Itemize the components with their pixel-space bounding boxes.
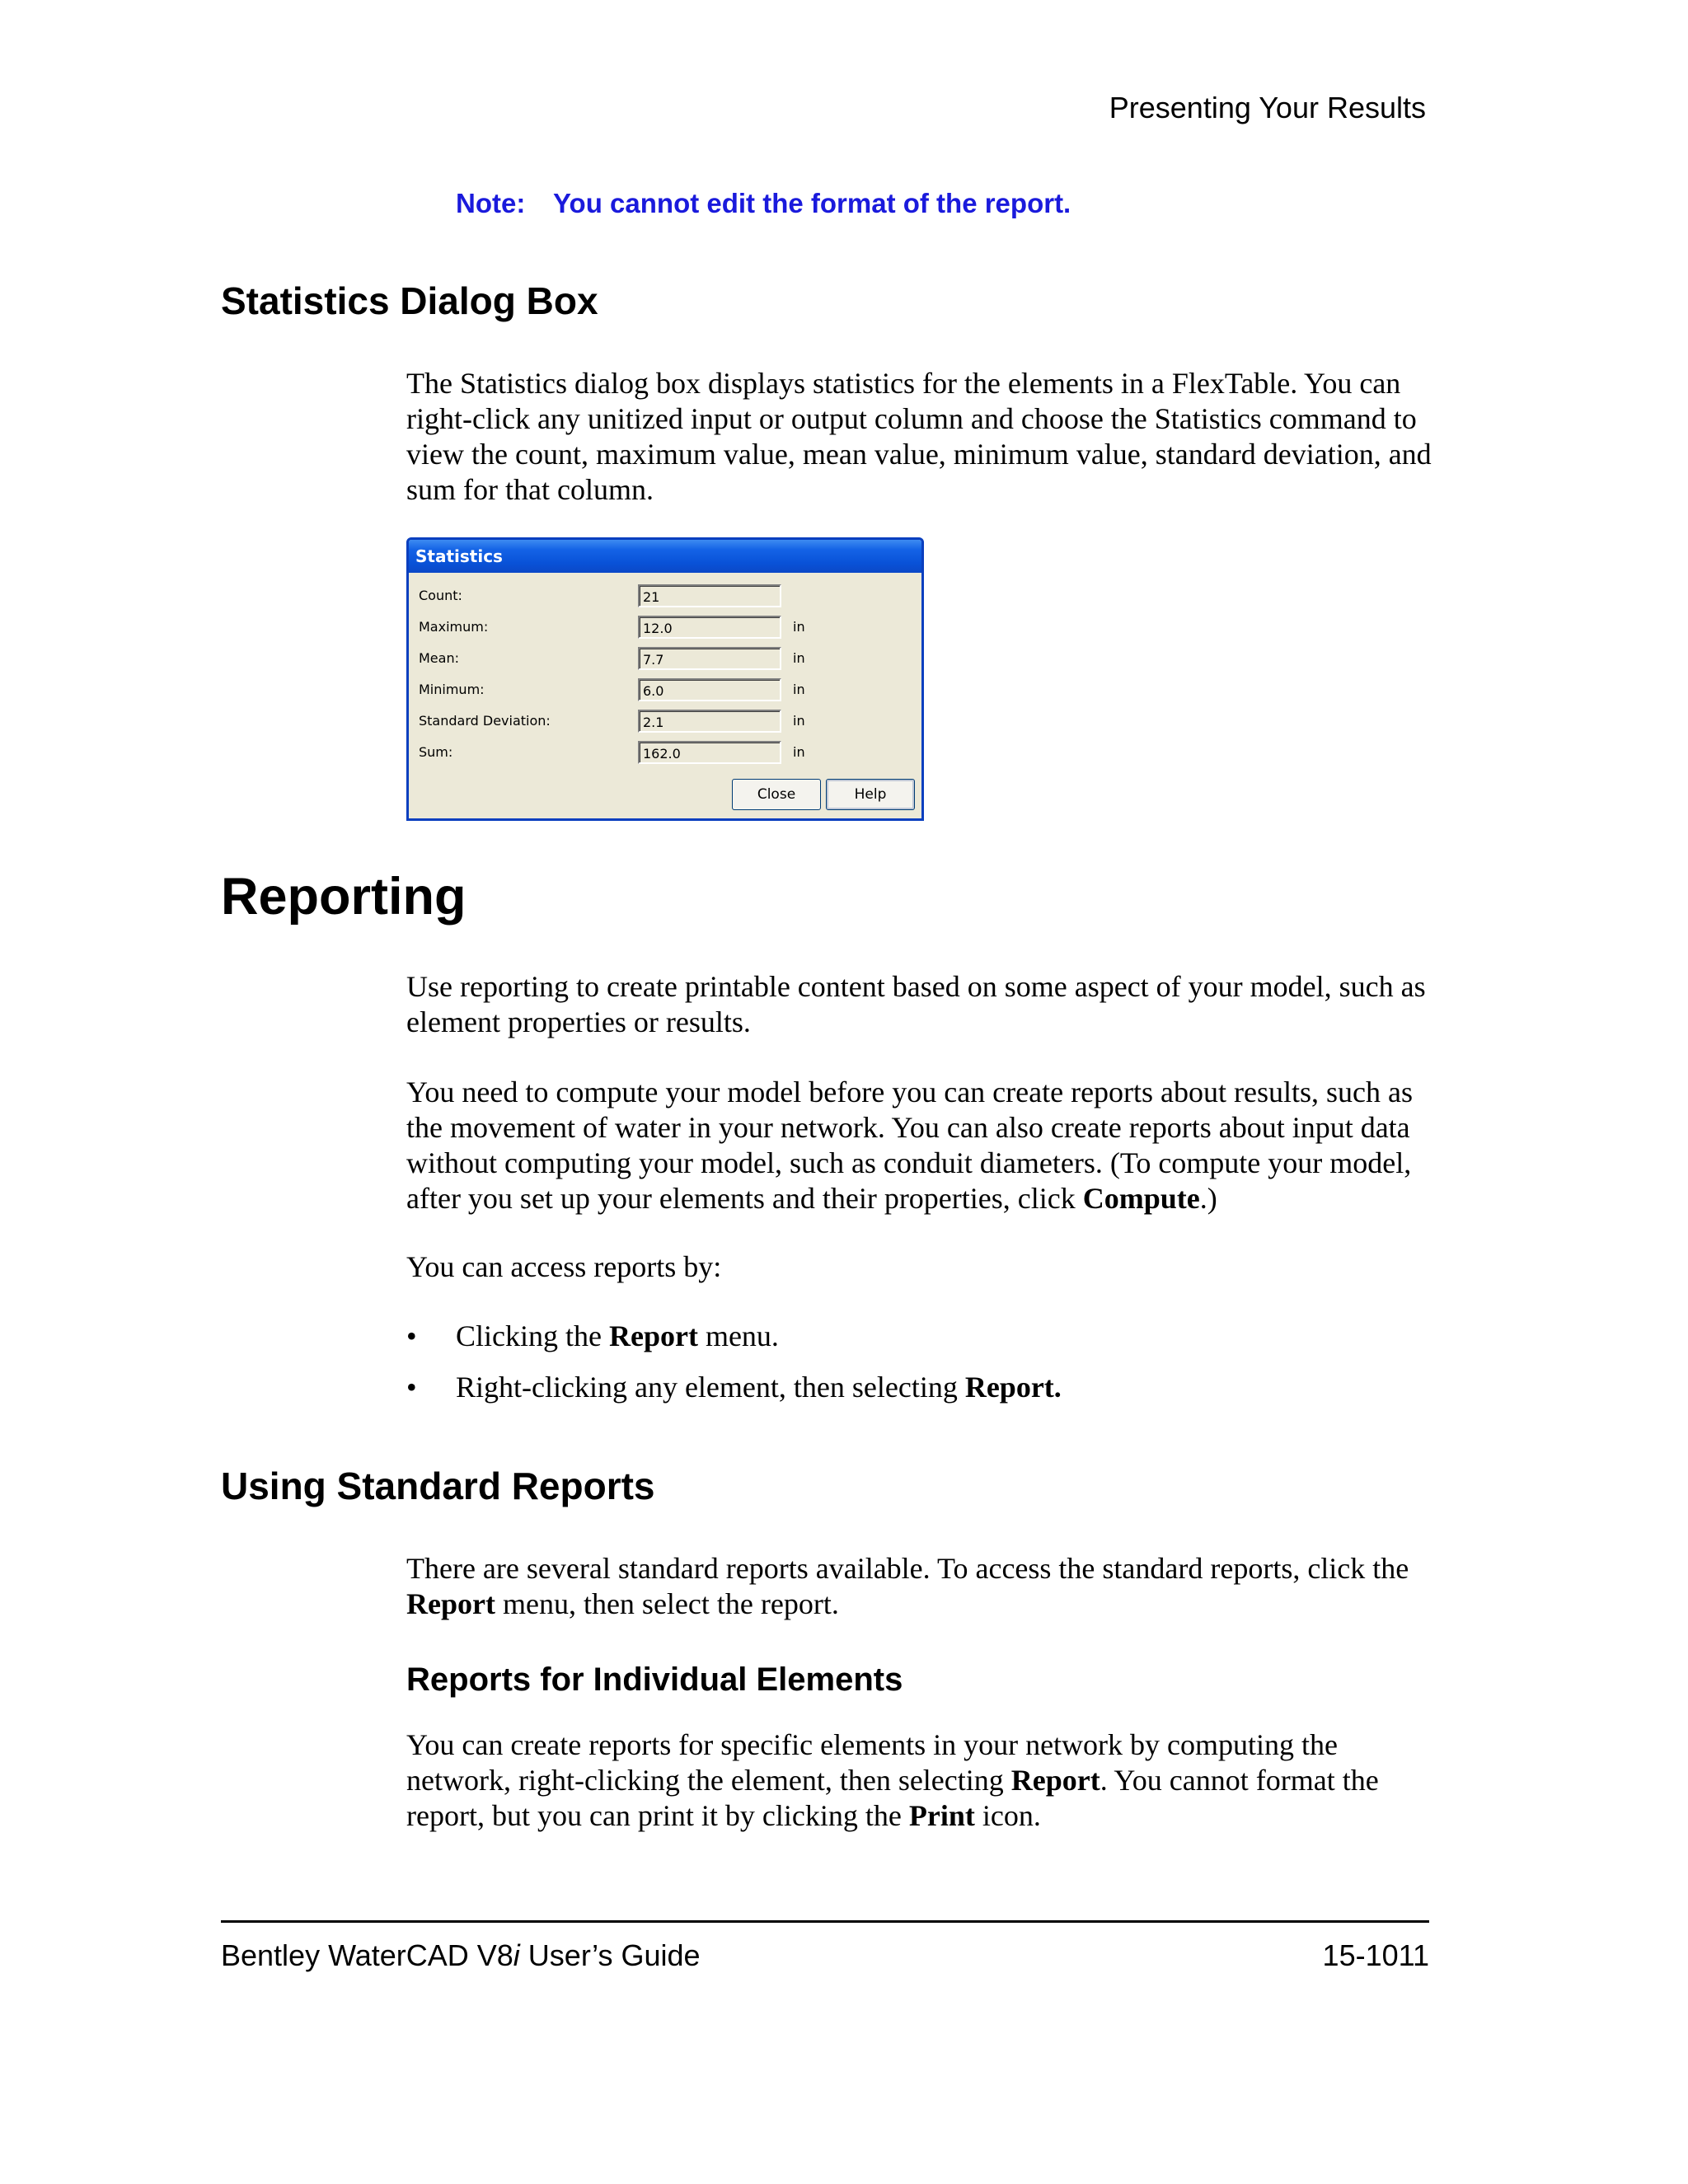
compute-term: Compute [1082,1182,1200,1215]
text-span: menu, then select the report. [495,1587,839,1620]
note-label: Note: [456,188,526,218]
reporting-paragraph-1: Use reporting to create printable content based on some aspect of your model, such as element properties or results. [406,970,1426,1038]
bullet-text [456,1370,1062,1405]
running-header: Presenting Your Results [1109,91,1426,124]
stat-row-maximum [409,616,921,644]
minimum-field[interactable]: 6.0 [638,678,781,701]
report-term: Report [1010,1764,1100,1797]
sum-field[interactable]: 162.0 [638,741,781,764]
text-span: . You cannot format the report, but you can print it by clicking the [406,1764,1379,1832]
stat-row-minimum [409,678,921,706]
dialog-title-bar: Statistics [409,540,921,573]
bullet-text [456,1319,779,1354]
text-span: menu. [697,1319,779,1352]
standard-reports-heading: Using Standard Reports [221,1465,655,1507]
reporting-heading: Reporting [221,868,467,926]
footer-title [221,1938,701,1973]
text-span: There are several standard reports available. To access the standard reports, click the [406,1552,1409,1585]
bullet-marker: • [406,1319,417,1352]
text-span: icon. [974,1799,1041,1832]
text-span: You can create reports for specific elements in your network by computing the network, right-clicking the element, then selecting [406,1728,1339,1797]
close-button[interactable]: Close [732,779,821,810]
statistics-dialog [406,537,924,821]
stat-row-count [409,584,921,612]
print-term: Print [908,1799,975,1832]
reporting-paragraph-2 [406,1075,1445,1216]
help-button[interactable]: Help [826,779,915,810]
stat-label: Mean: [419,650,459,666]
bullet-marker: • [406,1371,417,1404]
mean-field[interactable]: 7.7 [638,647,781,670]
stat-unit: in [793,650,805,666]
stat-row-mean [409,647,921,675]
stat-label: Standard Deviation: [419,713,551,729]
report-term: Report [608,1319,698,1352]
bullet-item-report-menu [406,1319,1445,1354]
maximum-field[interactable]: 12.0 [638,616,781,639]
note [456,188,1071,219]
report-term: Report [406,1587,495,1620]
text-span: Clicking the [456,1319,609,1352]
page-number: 15-1011 [1322,1938,1429,1972]
note-text: You cannot edit the format of the report. [553,188,1071,218]
stat-unit: in [793,682,805,697]
text-span: i [513,1938,520,1972]
individual-reports-heading: Reports for Individual Elements [406,1661,903,1698]
individual-reports-paragraph [406,1727,1445,1834]
text-span: Bentley WaterCAD V8 [221,1938,513,1972]
report-term: Report. [964,1371,1062,1404]
reporting-paragraph-3: You can access reports by: [406,1250,722,1283]
text-span: User’s Guide [519,1938,701,1972]
statistics-heading: Statistics Dialog Box [221,279,598,322]
count-field[interactable]: 21 [638,584,781,607]
standard-reports-paragraph [406,1551,1445,1622]
stat-unit: in [793,744,805,760]
stat-label: Minimum: [419,682,485,697]
stat-label: Count: [419,588,462,603]
text-span: Right-clicking any element, then selecting [456,1371,965,1404]
footer-rule [221,1920,1429,1923]
stat-label: Maximum: [419,619,489,635]
text-span: You need to compute your model before you can create reports about results, such as the movement of water in your network. You can also create reports about input data without computing your model, such as conduit diameters. (To compute your model, after you set up your elements and their properties, click [406,1076,1413,1215]
standard-deviation-field[interactable]: 2.1 [638,710,781,733]
stat-unit: in [793,619,805,635]
stat-unit: in [793,713,805,729]
stat-label: Sum: [419,744,453,760]
stat-row-sum [409,741,921,769]
bullet-item-right-click [406,1370,1445,1405]
text-span: .) [1199,1182,1217,1215]
stat-row-standard-deviation [409,710,921,738]
statistics-paragraph: The Statistics dialog box displays statistics for the elements in a FlexTable. You can right-click any unitized input or output column and choose the Statistics command to view the count, maximum value, mean value, minimum value, standard deviation, and sum for that column. [406,367,1432,506]
